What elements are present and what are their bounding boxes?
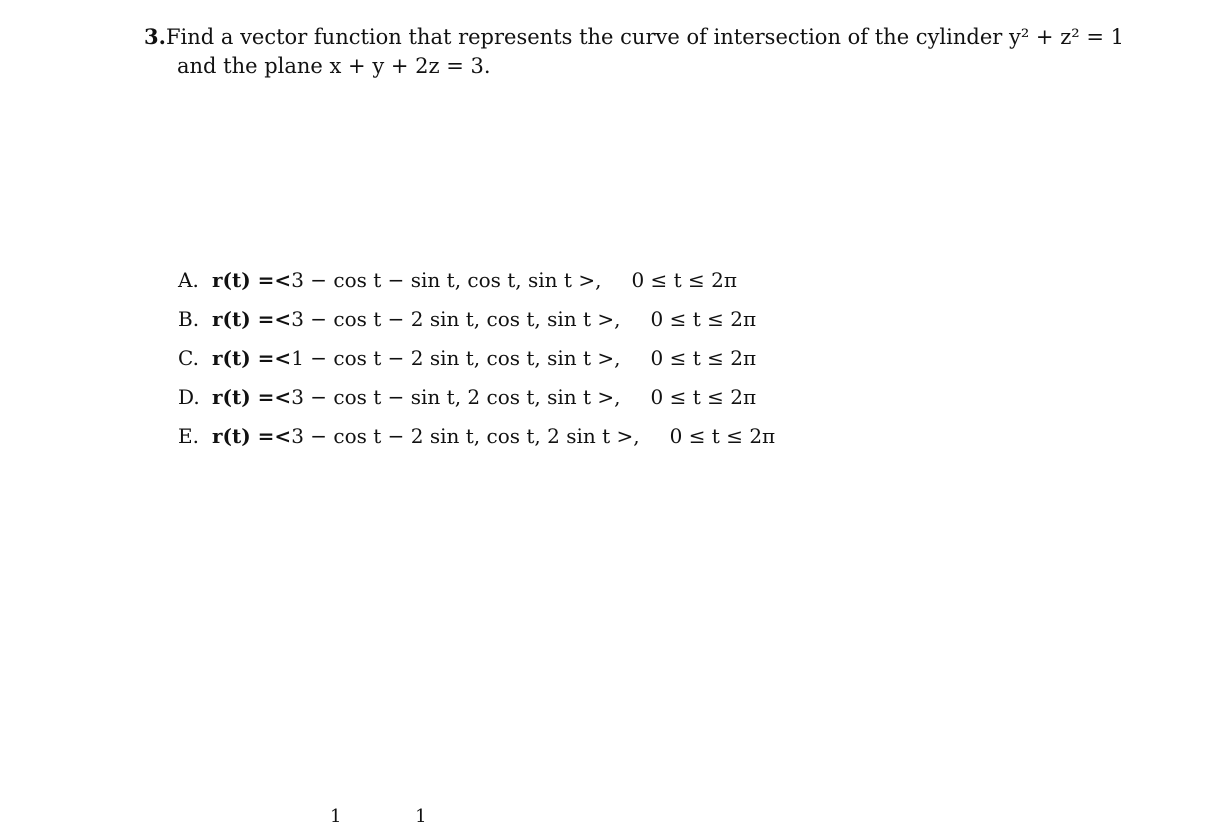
choice-b[interactable] xyxy=(178,307,775,346)
choice-expression: 1 − cos t − 2 sin t, cos t, sin t >, xyxy=(291,346,621,370)
choice-domain: 0 ≤ t ≤ 2π xyxy=(631,268,738,292)
choice-e[interactable] xyxy=(178,424,775,463)
choice-letter: E. xyxy=(178,424,199,448)
choice-domain: 0 ≤ t ≤ 2π xyxy=(650,346,757,370)
next-problem-fragment: 1 1 xyxy=(330,806,461,827)
choice-expression: 3 − cos t − sin t, 2 cos t, sin t >, xyxy=(291,385,621,409)
choice-domain: 0 ≤ t ≤ 2π xyxy=(650,307,757,331)
problem-text-line-1: Find a vector function that represents the curve of intersection of the cylinder y² + z² = 1 xyxy=(165,25,1124,49)
choice-expression: 3 − cos t − 2 sin t, cos t, 2 sin t >, xyxy=(291,424,640,448)
choice-a[interactable] xyxy=(178,268,775,307)
answer-choices xyxy=(178,268,775,463)
choice-domain: 0 ≤ t ≤ 2π xyxy=(650,385,757,409)
choice-expression: 3 − cos t − sin t, cos t, sin t >, xyxy=(291,268,602,292)
problem-line-1 xyxy=(144,22,1124,52)
problem-line-2 xyxy=(144,52,1104,81)
choice-d[interactable] xyxy=(178,385,775,424)
choice-letter: B. xyxy=(178,307,200,331)
choice-domain: 0 ≤ t ≤ 2π xyxy=(669,424,776,448)
choice-letter: D. xyxy=(178,385,200,409)
choice-expression: 3 − cos t − 2 sin t, cos t, sin t >, xyxy=(291,307,621,331)
choice-lhs: r(t) =< xyxy=(212,346,292,370)
problem-number: 3. xyxy=(144,24,166,49)
choice-lhs: r(t) =< xyxy=(212,424,292,448)
problem-text-line-2: and the plane x + y + 2z = 3. xyxy=(177,54,491,78)
problem-statement xyxy=(144,22,1124,81)
choice-lhs: r(t) =< xyxy=(212,385,292,409)
choice-letter: C. xyxy=(178,346,199,370)
choice-lhs: r(t) =< xyxy=(212,268,292,292)
choice-c[interactable] xyxy=(178,346,775,385)
choice-lhs: r(t) =< xyxy=(212,307,292,331)
choice-letter: A. xyxy=(178,268,199,292)
